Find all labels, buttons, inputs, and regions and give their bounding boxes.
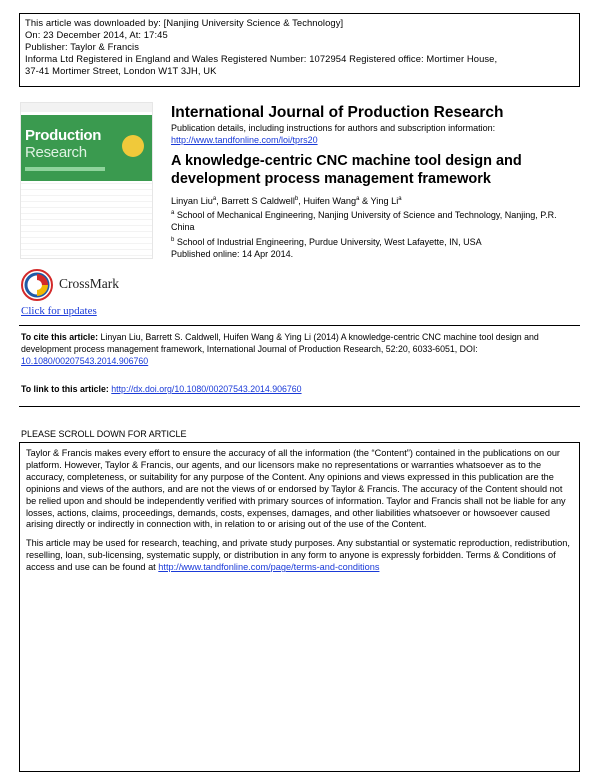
cover-word-2: Research [25,144,87,161]
download-date: On: 23 December 2014, At: 17:45 [25,29,168,40]
article-title: A knowledge-centric CNC machine tool design and development process management framework [171,153,522,187]
published-date: Published online: 14 Apr 2014. [171,249,294,259]
journal-cover-image [21,103,152,258]
article-doi-url[interactable]: http://dx.doi.org/10.1080/00207543.2014.906760 [111,384,302,394]
author-name: & Ying Li [359,196,399,206]
author-name: , Barrett S Caldwell [216,196,295,206]
registered-info: Informa Ltd Registered in England and Wales Registered Number: 1072954 Registered office: Mortimer House, [25,53,498,64]
crossmark-label: CrossMark [59,276,119,291]
crossmark-icon [21,269,53,301]
terms-paragraph-1: Taylor & Francis makes every effort to ensure the accuracy of all the information (the “Content”) contained in the publications on our platform. However, Taylor & Francis, our agents, and our licensors make no representations or warranties whatsoever as to the accuracy, completeness, or suitability for any purpose of the Content. Any opinions and views expressed in this publication are the opinions and views of the authors, and are not the views of or endorsed by Taylor & Francis. The accuracy of the Content should not be relied upon and should be independently verified with primary sources of information. Taylor and Francis shall not be liable for any losses, actions, claims, proceedings, demands, costs, expenses, damages, and other liabilities whatsoever or howsoever caused arising directly or indirectly in connection with, in relation to or arising out of the use of the Content. [26,448,566,530]
author-list [171,196,402,206]
journal-link[interactable] [171,135,318,145]
cite-label: To cite this article: [21,332,99,342]
affiliation-mark: a [171,210,175,216]
crossmark-logo[interactable] [21,269,125,301]
journal-url[interactable]: http://www.tandfonline.com/loi/tprs20 [171,135,318,145]
citation-bottom-divider [19,406,580,407]
cover-strip [25,167,105,171]
scroll-notice: PLEASE SCROLL DOWN FOR ARTICLE [21,429,187,439]
author-affiliation-mark: b [294,195,299,202]
affiliation-text: School of Industrial Engineering, Purdue University, West Lafayette, IN, USA [176,237,482,247]
cite-text: Linyan Liu, Barrett S. Caldwell, Huifen Wang & Ying Li (2014) A knowledge-centric CNC machine tool design and development process management framework, International Journal of Production Research, 52:20, 6033-6051, DOI: [21,332,539,354]
terms-text: This article may be used for research, teaching, and private study purposes. Any substantial or systematic reproduction, redistribution, reselling, loan, sub-licensing, systematic supply, or distribution in any form to anyone is expressly forbidden. Terms & Conditions of access and use can be found at [26,538,570,573]
citation-block [21,331,581,367]
cover-body [21,183,152,258]
author-affiliation-mark: a [212,195,217,202]
cover-header-bar [21,103,152,112]
download-info-box [19,13,580,87]
click-for-updates-link[interactable] [21,305,97,317]
terms-paragraph-2 [26,538,573,574]
publisher: Publisher: Taylor & Francis [25,41,140,52]
download-line: This article was downloaded by: [Nanjing University Science & Technology] [25,17,344,28]
author-name: Linyan Liu [171,196,213,206]
cover-badge [122,135,144,157]
terms-box [19,442,580,772]
terms-conditions-link[interactable]: http://www.tandfonline.com/page/terms-and-conditions [158,562,380,573]
publication-details: Publication details, including instructions for authors and subscription information: [171,123,496,133]
journal-title: International Journal of Production Research [171,104,504,121]
link-to-article [21,384,302,394]
doi-link[interactable]: 10.1080/00207543.2014.906760 [21,356,149,366]
affiliation-a [171,209,581,233]
author-affiliation-mark: a [398,195,402,202]
author-name: , Huifen Wang [298,196,357,206]
affiliation-b [171,236,581,248]
cover-word-1: Production [25,127,102,144]
citation-top-divider [19,325,580,326]
updates-link-text[interactable]: Click for updates [21,305,97,317]
registered-address: 37-41 Mortimer Street, London W1T 3JH, UK [25,65,217,76]
author-affiliation-mark: a [356,195,360,202]
affiliation-mark: b [171,237,175,243]
affiliation-text: School of Mechanical Engineering, Nanjing University of Science and Technology, Nanjing, P.R. China [171,210,557,232]
link-label: To link to this article: [21,384,109,394]
